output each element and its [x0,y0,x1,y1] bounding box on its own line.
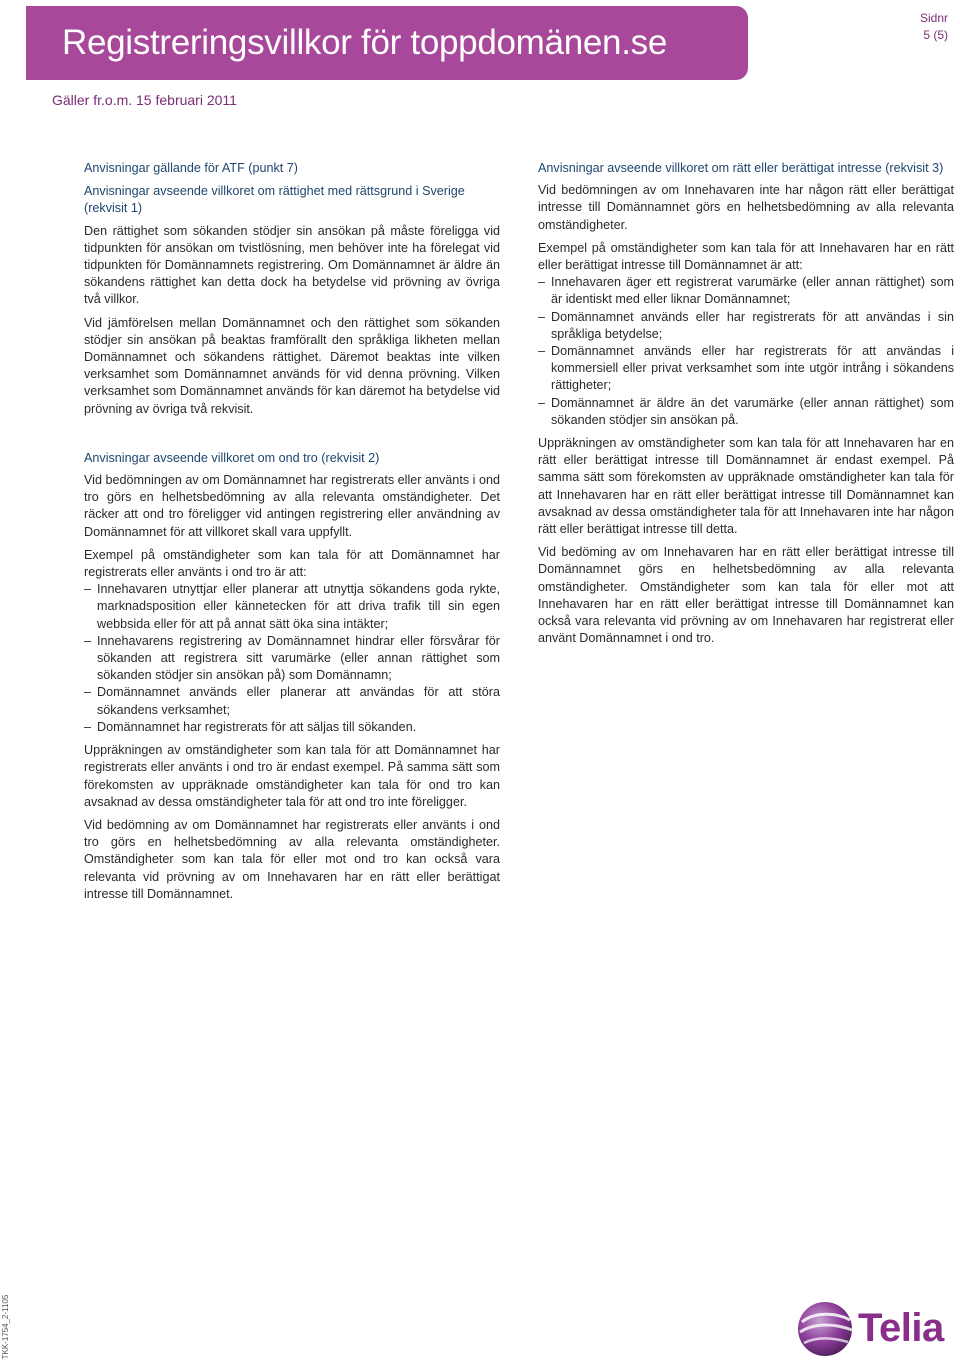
page-number: 5 (5) [923,28,948,42]
valid-from-date: Gäller fr.o.m. 15 februari 2011 [52,92,237,108]
paragraph: Uppräkningen av omständigheter som kan tala för att Innehavaren har en rätt eller berättigat intresse till Domännamnet är endast exempel. På samma sätt som förekomsten av uppräknade omständigheter kan tala för att Innehavaren har en rätt eller berättigat intresse till Domännamnet kan avsaknad av dessa omständigheter tala för att Innehavaren inte har någon rätt eller berättigat intresse till detta. [538,436,954,537]
paragraph: Exempel på omständigheter som kan tala för att Innehavaren har en rätt eller berättigat intresse till Domännamnet är att: [538,240,954,273]
paragraph: Vid jämförelsen mellan Domännamnet och den rättighet som sökanden stödjer sin ansökan på beaktas framförallt den språkliga likheten mellan Domännamnet och sökandens rättighet. Däremot beaktas inte vilken verksamhet som Domännamnet används för vid denna prövning. Vilken verksamhet som Domännamnet används för kan däremot ha betydelse vid prövning av övriga två rekvisit. [84,315,500,416]
paragraph: Uppräkningen av omständigheter som kan tala för att Domännamnet har registrerats eller använts i ond tro är endast exempel. På samma sätt som förekomsten av uppräknade omständigheter kan tala för ond tro kan avsaknad av dessa omständigheter tala för att ond tro inte föreligger. [84,743,500,809]
bad-faith-examples-list [84,581,500,736]
sidnr-label: Sidnr [919,11,948,25]
section-heading-atf: Anvisningar gällande för ATF (punkt 7) [84,161,298,175]
document-code: TKK-1754_2-1105 [1,1294,10,1360]
section-heading-rekvisit-2: Anvisningar avseende villkoret om ond tro (rekvisit 2) [84,450,380,465]
list-item: – Domännamnet är äldre än det varumärke (eller annan rättighet) som sökanden stödjer sin ansökan på. [538,395,954,429]
section-heading-rekvisit-3: Anvisningar avseende villkoret om rätt eller berättigat intresse (rekvisit 3) [538,161,944,175]
list-item: – Innehavarens registrering av Domännamnet hindrar eller försvårar för sökanden att registrera sitt varumärke (eller annan rättighet som sökanden stödjer sin ansökan på) som Domännamn; [84,633,500,685]
section-heading-rekvisit-1: Anvisningar avseende villkoret om rättighet med rättsgrund i Sverige (rekvisit 1) [84,184,465,216]
legitimate-interest-examples-list [538,274,954,429]
paragraph: Exempel på omständigheter som kan tala för att Domännamnet har registrerats eller använts i ond tro är att: [84,547,500,580]
list-item: – Innehavaren äger ett registrerat varumärke (eller annan rättighet) som är identiskt med eller liknar Domännamnet; [538,274,954,308]
list-item: – Domännamnet har registrerats för att säljas till sökanden. [84,719,500,736]
paragraph: Den rättighet som sökanden stödjer sin ansökan på måste föreligga vid tidpunkten för ansökan om tvistlösning, men behöver inte ha förelegat vid tidpunkten för Domännamnets registrering. Om Domännamnet är äldre än sökandens rättighet kan detta dock ha betydelse vid prövning av övriga två villkor. [84,223,500,307]
paragraph: Vid bedömningen av om Innehavaren inte har någon rätt eller berättigat intresse till Domännamnet görs en helhetsbedömning av alla relevanta omständigheter. [538,183,954,232]
header-banner [26,6,748,80]
list-item: – Innehavaren utnyttjar eller planerar att utnyttja sökandens goda rykte, marknadsposition eller kännetecken för att driva trafik till sin egen webbsida eller för att på annat sätt öka sina intäkter; [84,581,500,633]
paragraph: Vid bedömning av om Domännamnet har registrerats eller använts i ond tro görs en helhetsbedömning av alla relevanta omständigheter. Omständigheter som kan tala för eller mot ond tro kan också vara relevanta vid prövning av om Innehavaren har en rätt eller berättigat intresse till Domännamnet. [84,817,500,901]
list-item: – Domännamnet används eller har registrerats för att användas i sin språkliga betydelse; [538,309,954,343]
telia-logo [796,1298,948,1360]
right-column [538,160,954,653]
list-item: – Domännamnet används eller har registrerats för att användas i kommersiell eller privat verksamhet som inte utgör intrång i sökandens rättigheter; [538,343,954,395]
document-title: Registreringsvillkor för toppdomänen.se [62,23,667,62]
paragraph: Vid bedöming av om Innehavaren har en rätt eller berättigat intresse till Domännamnet görs en helhetsbedömning av alla relevanta omständigheter. Omständigheter som kan tala för eller mot att Innehavaren har en rätt eller berättigat intresse till Domännamnet kan också vara relevanta vid prövning av om Innehavaren har registrerat eller använt Domännamnet i ond tro. [538,545,954,646]
telia-wordmark: Telia [858,1306,944,1350]
list-item: – Domännamnet används eller planerar att användas för att störa sökandens verksamhet; [84,684,500,718]
telia-pebble-logo-icon [796,1298,854,1358]
paragraph: Vid bedömningen av om Domännamnet har registrerats eller använts i ond tro görs en helhetsbedömning av alla relevanta omständigheter. Det räcker att ond tro föreligger vid antingen registrering eller användning av Domännamnet för att villkoret skall vara uppfyllt. [84,473,500,539]
left-column [84,160,500,909]
page-indicator [868,10,948,44]
